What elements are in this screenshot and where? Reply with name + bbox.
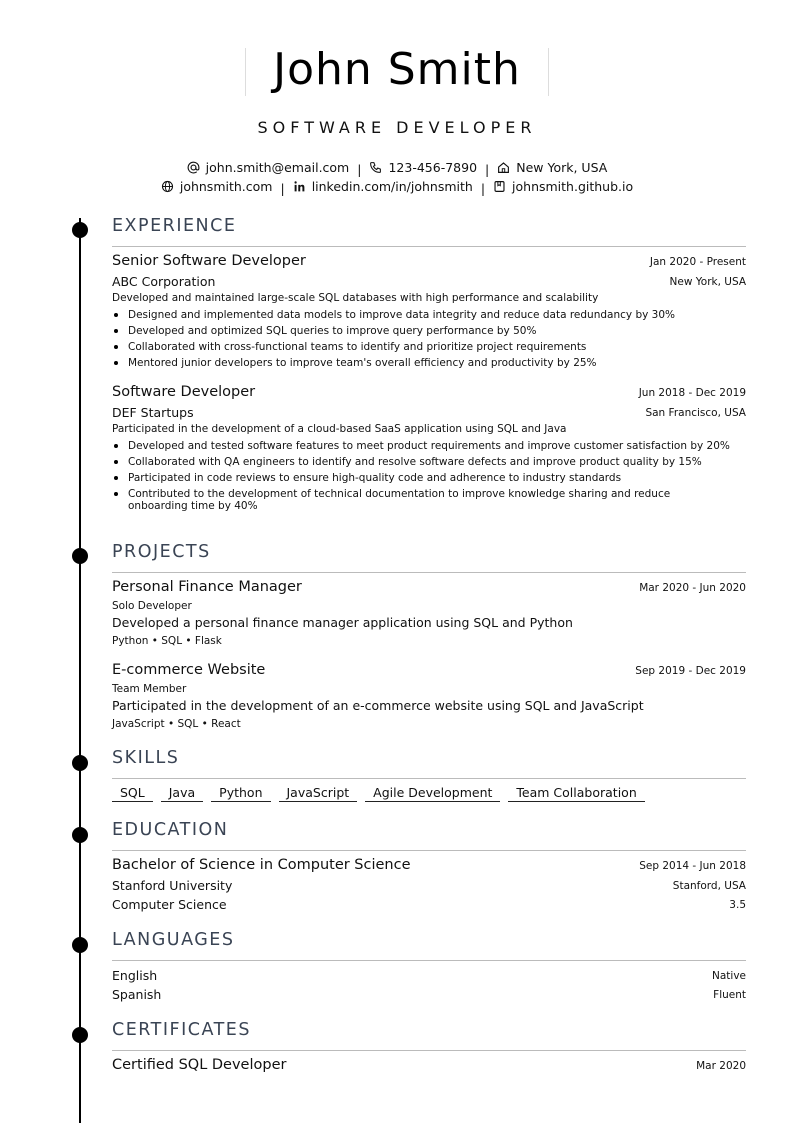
language-name: English [112, 968, 158, 983]
education-gpa: 3.5 [729, 899, 746, 911]
candidate-name: John Smith [273, 44, 521, 95]
project-description: Developed a personal finance manager application using SQL and Python [112, 615, 573, 630]
github-link[interactable]: johnsmith.github.io [512, 179, 634, 194]
linkedin-link[interactable]: linkedin.com/in/johnsmith [311, 179, 473, 194]
timeline-dot-education [72, 827, 88, 843]
contact-row-2: johnsmith.com | linkedin.com/in/johnsmith | johnsmith.github.io [0, 179, 794, 196]
job-bullets [112, 440, 732, 516]
timeline-dot-experience [72, 222, 88, 238]
timeline-dot-languages [72, 937, 88, 953]
section-title-experience: EXPERIENCE [112, 216, 237, 236]
skill-tag: SQL [112, 785, 153, 802]
skill-tag: JavaScript [279, 785, 358, 802]
project-name: E-commerce Website [112, 662, 266, 678]
section-divider [112, 246, 746, 247]
project-tech: JavaScript • SQL • React [112, 718, 241, 730]
list-item: Developed and optimized SQL queries to improve query performance by 50% [112, 325, 732, 337]
project-role: Team Member [112, 683, 187, 695]
timeline-dot-skills [72, 755, 88, 771]
section-divider [112, 960, 746, 961]
list-item: Contributed to the development of technical documentation to improve knowledge sharing and reduce onboarding time by 40% [112, 488, 732, 512]
list-item: Developed and tested software features to meet product requirements and improve customer satisfaction by 20% [112, 440, 732, 452]
job-title: SOFTWARE DEVELOPER [257, 118, 537, 137]
job-company: ABC Corporation [112, 274, 216, 289]
language-level: Native [712, 970, 746, 982]
portfolio-icon [493, 180, 506, 193]
phone-link[interactable]: 123-456-7890 [388, 160, 478, 175]
section-title-certificates: CERTIFICATES [112, 1020, 251, 1040]
certificate-name: Certified SQL Developer [112, 1057, 287, 1073]
project-dates: Sep 2019 - Dec 2019 [635, 665, 746, 677]
list-item: Collaborated with cross-functional teams to identify and prioritize project requirements [112, 341, 732, 353]
job-position: Software Developer [112, 384, 256, 400]
home-icon [497, 161, 510, 174]
section-title-projects: PROJECTS [112, 542, 211, 562]
project-description: Participated in the development of an e-commerce website using SQL and JavaScript [112, 698, 644, 713]
section-divider [112, 1050, 746, 1051]
section-title-education: EDUCATION [112, 820, 229, 840]
job-bullets [112, 309, 732, 373]
certificate-date: Mar 2020 [696, 1060, 746, 1072]
timeline-line [79, 218, 81, 1123]
list-item: Designed and implemented data models to improve data integrity and reduce data redundancy by 30% [112, 309, 732, 321]
section-title-languages: LANGUAGES [112, 930, 235, 950]
skills-list [112, 785, 645, 802]
job-company: DEF Startups [112, 405, 194, 420]
phone-icon [369, 161, 382, 174]
education-location: Stanford, USA [672, 880, 746, 892]
linkedin-icon [293, 180, 306, 193]
section-divider [112, 572, 746, 573]
education-school: Stanford University [112, 878, 233, 893]
section-divider [112, 778, 746, 779]
skill-tag: Agile Development [365, 785, 500, 802]
job-summary: Developed and maintained large-scale SQL databases with high performance and scalability [112, 292, 599, 304]
email-link[interactable]: john.smith@email.com [205, 160, 350, 175]
job-dates: Jan 2020 - Present [649, 256, 746, 268]
skill-tag: Python [211, 785, 270, 802]
education-degree: Bachelor of Science in Computer Science [112, 857, 411, 873]
section-title-skills: SKILLS [112, 748, 180, 768]
section-divider [112, 850, 746, 851]
contact-row-1: john.smith@email.com | 123-456-7890 | New York, USA [0, 160, 794, 177]
job-summary: Participated in the development of a cloud-based SaaS application using SQL and Java [112, 423, 567, 435]
at-icon [187, 161, 200, 174]
location-text: New York, USA [516, 160, 608, 175]
skill-tag: Team Collaboration [508, 785, 644, 802]
timeline-dot-certificates [72, 1027, 88, 1043]
project-dates: Mar 2020 - Jun 2020 [639, 582, 746, 594]
list-item: Collaborated with QA engineers to identify and resolve software defects and improve product quality by 15% [112, 456, 732, 468]
job-location: New York, USA [669, 276, 746, 288]
project-name: Personal Finance Manager [112, 579, 302, 595]
website-link[interactable]: johnsmith.com [179, 179, 273, 194]
job-dates: Jun 2018 - Dec 2019 [638, 387, 746, 399]
name-block [245, 44, 549, 96]
globe-icon [161, 180, 174, 193]
project-role: Solo Developer [112, 600, 192, 612]
job-position: Senior Software Developer [112, 253, 306, 269]
education-dates: Sep 2014 - Jun 2018 [639, 860, 746, 872]
timeline-dot-projects [72, 548, 88, 564]
language-name: Spanish [112, 987, 162, 1002]
job-location: San Francisco, USA [645, 407, 746, 419]
list-item: Participated in code reviews to ensure high-quality code and adherence to industry standards [112, 472, 732, 484]
project-tech: Python • SQL • Flask [112, 635, 222, 647]
skill-tag: Java [161, 785, 203, 802]
language-level: Fluent [713, 989, 746, 1001]
list-item: Mentored junior developers to improve team's overall efficiency and productivity by 25% [112, 357, 732, 369]
education-field: Computer Science [112, 897, 227, 912]
